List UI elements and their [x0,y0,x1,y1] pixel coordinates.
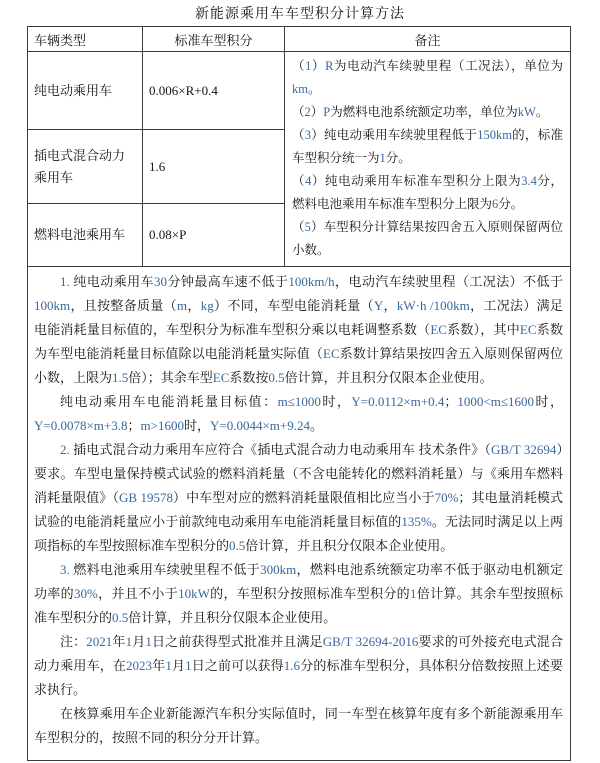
rule-paragraph-5: 注：2021年1月1日之前获得型式批准并且满足GB/T 32694-2016要求的可外接充电式混合动力乘用车，在2023年1月1日之前可以获得1.6分的标准车型积分，具体积分倍数按照上述要求执行。 [34,634,563,697]
column-header-standard-score: 标准车型积分 [143,27,285,52]
remark-item-1: （1）R为电动汽车续驶里程（工况法），单位为km。 [292,59,563,96]
rule-paragraph-3: 2. 插电式混合动力乘用车应符合《插电式混合动力电动乘用车 技术条件》（GB/T 32694）要求。车型电量保持模式试验的燃料消耗量（不含电能转化的燃料消耗量）与《乘用车燃料消耗量限值》（GB 19578）中车型对应的燃料消耗量限值相比应当小于70%；其电量消耗模式试验的电能消耗量应小于前款纯电动乘用车电能消耗量目标值的135%。无法同时满足以上两项指标的车型按照标准车型积分的0.5倍计算，并且积分仅限本企业使用。 [34,442,563,553]
table-header-row [28,27,571,52]
score-formula-phev: 1.6 [143,130,285,204]
remark-item-4: （4）纯电动乘用车标准车型积分上限为3.4分，燃料电池乘用车标准车型积分上限为6分。 [292,174,563,211]
table-row-bev [28,52,571,130]
document-title: 新能源乘用车车型积分计算方法 [195,7,405,22]
column-header-vehicle-type: 车辆类型 [28,27,143,52]
remark-item-2: （2）P为燃料电池系统额定功率，单位为kW。 [292,105,549,119]
remarks-cell [285,52,571,267]
vehicle-type-fcev: 燃料电池乘用车 [28,204,143,267]
points-table [27,26,571,761]
rule-paragraph-1: 1. 纯电动乘用车30分钟最高车速不低于100km/h，电动汽车续驶里程（工况法）不低于100km，且按整备质量（m，kg）不同，车型电能消耗量（Y，kW·h /100km，工况法）满足电能消耗量目标值的，车型积分为标准车型积分乘以电耗调整系数（EC系数），其中EC系数为车型电能消耗量目标值除以电能消耗量实际值（EC系数计算结果按四舍五入原则保留两位小数，上限为1.5倍）；其余车型EC系数按0.5倍计算，并且积分仅限本企业使用。 [34,274,563,385]
score-formula-bev: 0.006×R+0.4 [143,52,285,130]
remark-item-3: （3）纯电动乘用车续驶里程低于150km的，标准车型积分统一为1分。 [292,128,563,165]
rule-paragraph-6: 在核算乘用车企业新能源汽车积分实际值时，同一车型在核算年度有多个新能源乘用车车型积分的，按照不同的积分分开计算。 [34,706,563,745]
rule-paragraph-2: 纯电动乘用车电能消耗量目标值：m≤1000时，Y=0.0112×m+0.4；1000<m≤1600时，Y=0.0078×m+3.8；m>1600时，Y=0.0044×m+9.24。 [34,394,563,433]
rules-row [28,267,571,761]
score-formula-fcev: 0.08×P [143,204,285,267]
rules-text-cell [28,267,571,761]
vehicle-type-bev: 纯电动乘用车 [28,52,143,130]
column-header-remarks: 备注 [285,27,571,52]
rule-paragraph-4: 3. 燃料电池乘用车续驶里程不低于300km，燃料电池系统额定功率不低于驱动电机额定功率的30%，并且不小于10kW的，车型积分按照标准车型积分的1倍计算。其余车型按照标准车型积分的0.5倍计算，并且积分仅限本企业使用。 [34,562,563,625]
remark-item-5: （5）车型积分计算结果按四舍五入原则保留两位小数。 [292,220,563,257]
vehicle-type-phev: 插电式混合动力乘用车 [28,130,143,204]
